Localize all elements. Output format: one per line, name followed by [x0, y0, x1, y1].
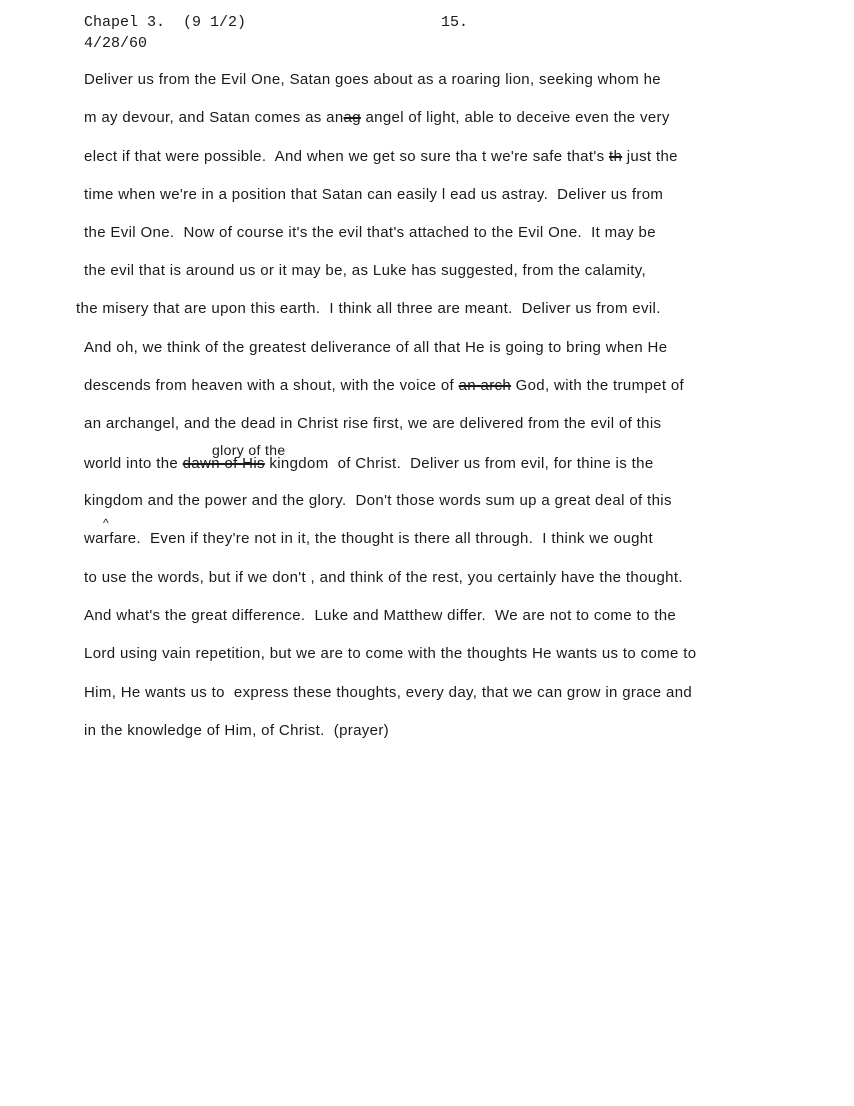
text-line: Him, He wants us to express these thoughts, every day, that we can grow in grace and: [84, 684, 693, 701]
page-number: 15.: [441, 14, 469, 31]
text-line: an archangel, and the dead in Christ rise first, we are delivered from the evil of this: [84, 415, 662, 432]
text-segment: God, with the trumpet of: [511, 377, 685, 394]
text-segment: world into the: [84, 455, 183, 472]
text-line: warfare. Even if they're not in it, the thought is there all through. I think we ought: [84, 530, 653, 547]
text-line: to use the words, but if we don't , and think of the rest, you certainly have the thought.: [84, 569, 683, 586]
text-line: the misery that are upon this earth. I think all three are meant. Deliver us from evil.: [76, 300, 661, 317]
text-segment: m ay devour, and Satan comes as an: [84, 109, 344, 126]
handwritten-insertion: glory of the: [212, 442, 286, 458]
insertion-caret: ^: [103, 516, 109, 530]
text-line: [84, 108, 670, 128]
text-segment: angel of light, able to deceive even the very: [360, 109, 670, 126]
text-line: [84, 147, 678, 167]
text-line: And what's the great difference. Luke and Matthew differ. We are not to come to the: [84, 607, 677, 624]
text-segment: just the: [622, 148, 678, 165]
text-line: time when we're in a position that Satan can easily l ead us astray. Deliver us from: [84, 186, 664, 203]
text-line: And oh, we think of the greatest deliverance of all that He is going to bring when He: [84, 339, 668, 356]
document-header: [84, 12, 246, 54]
struck-text: an arch: [458, 377, 512, 394]
text-line: [84, 376, 684, 396]
text-line: the evil that is around us or it may be, as Luke has suggested, from the calamity,: [84, 262, 647, 279]
text-line: [84, 454, 654, 474]
text-segment: elect if that were possible. And when we get so sure tha t we're safe that's: [84, 148, 609, 165]
text-line: kingdom and the power and the glory. Don't those words sum up a great deal of this: [84, 492, 672, 509]
chapel-reference: Chapel 3. (9 1/2): [84, 14, 247, 31]
struck-text: dawn of His: [182, 455, 265, 472]
text-line: Deliver us from the Evil One, Satan goes about as a roaring lion, seeking whom he: [84, 71, 661, 88]
struck-text: ag: [343, 109, 361, 126]
text-line: Lord using vain repetition, but we are to come with the thoughts He wants us to come to: [84, 645, 697, 662]
document-date: 4/28/60: [84, 35, 148, 52]
text-line: the Evil One. Now of course it's the evil that's attached to the Evil One. It may be: [84, 224, 656, 241]
text-line: in the knowledge of Him, of Christ. (prayer): [84, 722, 390, 739]
text-segment: kingdom of Christ. Deliver us from evil, for thine is the: [264, 455, 654, 472]
struck-text: th: [608, 148, 623, 165]
text-segment: descends from heaven with a shout, with the voice of: [84, 377, 459, 394]
